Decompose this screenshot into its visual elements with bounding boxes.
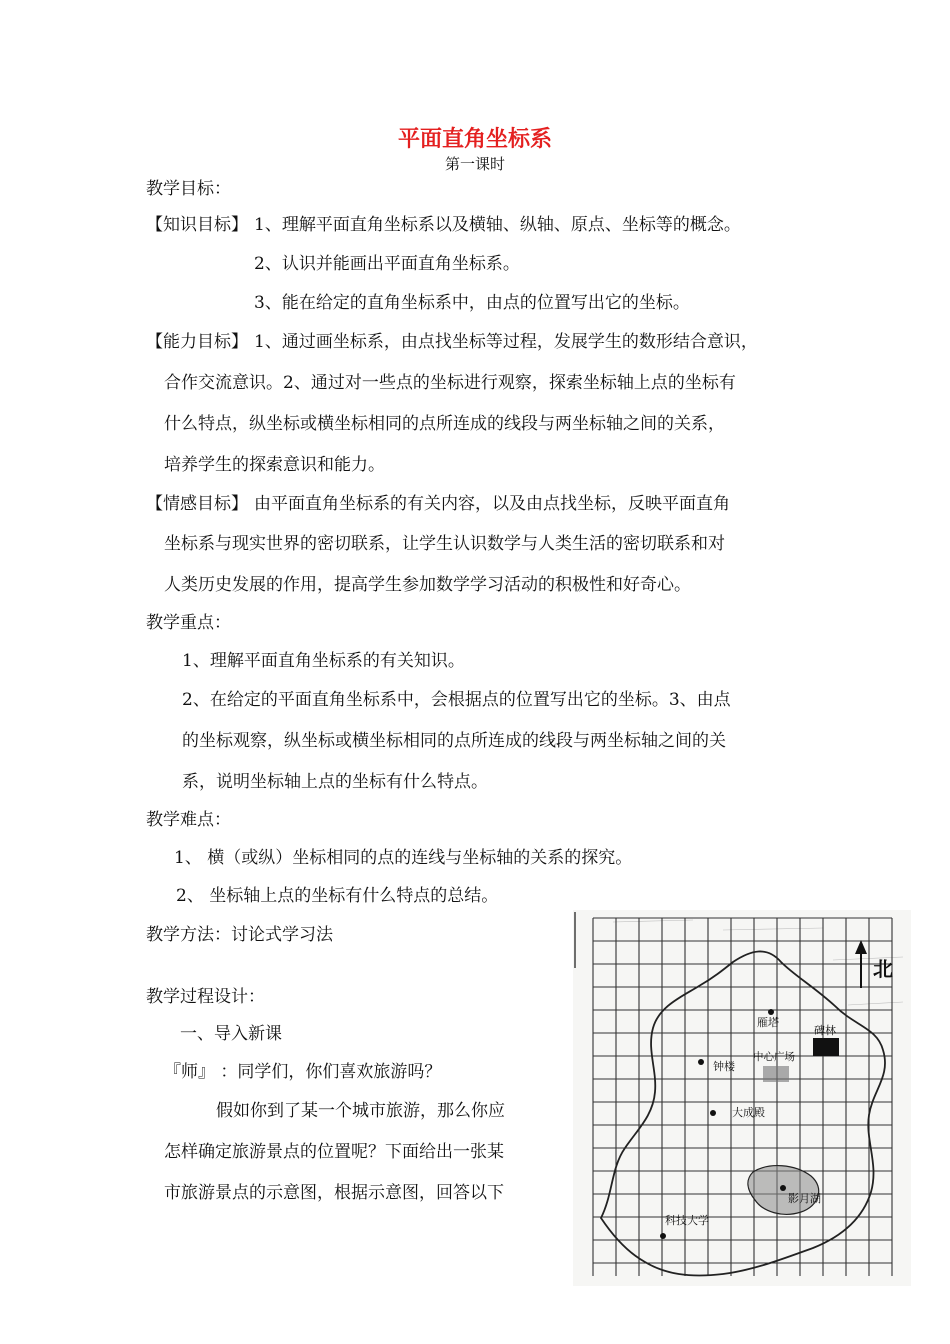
section-heading: 一、导入新课 xyxy=(180,1024,282,1044)
key-point-line: 2、在给定的平面直角坐标系中，会根据点的位置写出它的坐标。3、由点 xyxy=(182,690,731,710)
beilin-label: 碑林 xyxy=(814,1024,836,1037)
yanta-dot xyxy=(768,1009,774,1015)
bell-tower-dot xyxy=(698,1059,704,1065)
north-label: 北 xyxy=(873,957,893,981)
emotion-goal-line: 人类历史发展的作用，提高学生参加数学学习活动的积极性和好奇心。 xyxy=(164,575,691,595)
difficulty-line: 2、 坐标轴上点的坐标有什么特点的总结。 xyxy=(176,886,499,906)
intro-paragraph-line: 怎样确定旅游景点的位置呢？下面给出一张某 xyxy=(164,1142,504,1162)
dachengdian-label: 大成殿 xyxy=(732,1106,765,1119)
beilin-block xyxy=(813,1038,839,1056)
emotion-goal-line: 由平面直角坐标系的有关内容，以及由点找坐标，反映平面直角 xyxy=(254,494,730,514)
key-point-line: 系，说明坐标轴上点的坐标有什么特点。 xyxy=(182,772,488,792)
difficulty-line: 1、 横（或纵）坐标相同的点的连线与坐标轴的关系的探究。 xyxy=(174,848,633,868)
university-dot xyxy=(660,1233,666,1239)
key-point-line: 的坐标观察，纵坐标或横坐标相同的点所连成的线段与两坐标轴之间的关 xyxy=(182,731,726,751)
ability-goal-line: 合作交流意识。2、通过对一些点的坐标进行观察，探索坐标轴上点的坐标有 xyxy=(164,373,736,393)
dachengdian-dot xyxy=(710,1110,716,1116)
lesson-subtitle: 第一课时 xyxy=(444,155,505,173)
emotion-goal-line: 坐标系与现实世界的密切联系，让学生认识数学与人类生活的密切联系和对 xyxy=(164,534,725,554)
intro-paragraph-line: 假如你到了某一个城市旅游，那么你应 xyxy=(216,1101,505,1121)
page-title: 平面直角坐标系 xyxy=(397,126,552,152)
ability-goal-line: 培养学生的探索意识和能力。 xyxy=(164,455,385,475)
bell-tower-label: 钟楼 xyxy=(713,1060,735,1073)
knowledge-goal-item: 3、能在给定的直角坐标系中，由点的位置写出它的坐标。 xyxy=(254,293,690,313)
lake-dot xyxy=(780,1185,786,1191)
knowledge-goal-item: 1、理解平面直角坐标系以及横轴、纵轴、原点、坐标等的概念。 xyxy=(254,215,741,235)
knowledge-goal-item: 2、认识并能画出平面直角坐标系。 xyxy=(254,254,520,274)
teacher-line: 『师』 ：同学们，你们喜欢旅游吗？ xyxy=(164,1062,442,1082)
ability-goal-line: 1、通过画坐标系，由点找坐标等过程，发展学生的数形结合意识， xyxy=(254,332,758,352)
center-square-label: 中心广场 xyxy=(753,1051,795,1063)
emotion-goal-label: 【情感目标】 xyxy=(146,494,248,514)
intro-paragraph-line: 市旅游景点的示意图，根据示意图，回答以下 xyxy=(164,1183,504,1203)
key-point-line: 1、理解平面直角坐标系的有关知识。 xyxy=(182,651,465,671)
goals-heading: 教学目标： xyxy=(146,179,231,199)
yanta-label: 雁塔 xyxy=(757,1016,779,1029)
scenic-spot-map xyxy=(573,910,911,1286)
key-points-heading: 教学重点： xyxy=(146,613,231,633)
ability-goal-line: 什么特点，纵坐标或横坐标相同的点所连成的线段与两坐标轴之间的关系， xyxy=(164,414,725,434)
process-heading: 教学过程设计： xyxy=(146,987,265,1007)
difficulties-heading: 教学难点： xyxy=(146,810,231,830)
teaching-method: 教学方法：讨论式学习法 xyxy=(146,925,333,945)
ability-goal-label: 【能力目标】 xyxy=(146,332,248,352)
center-square-block xyxy=(763,1066,789,1082)
knowledge-goal-label: 【知识目标】 xyxy=(146,215,248,235)
yingyuehu-label: 影月湖 xyxy=(788,1192,821,1205)
keji-daxue-label: 科技大学 xyxy=(665,1214,709,1227)
